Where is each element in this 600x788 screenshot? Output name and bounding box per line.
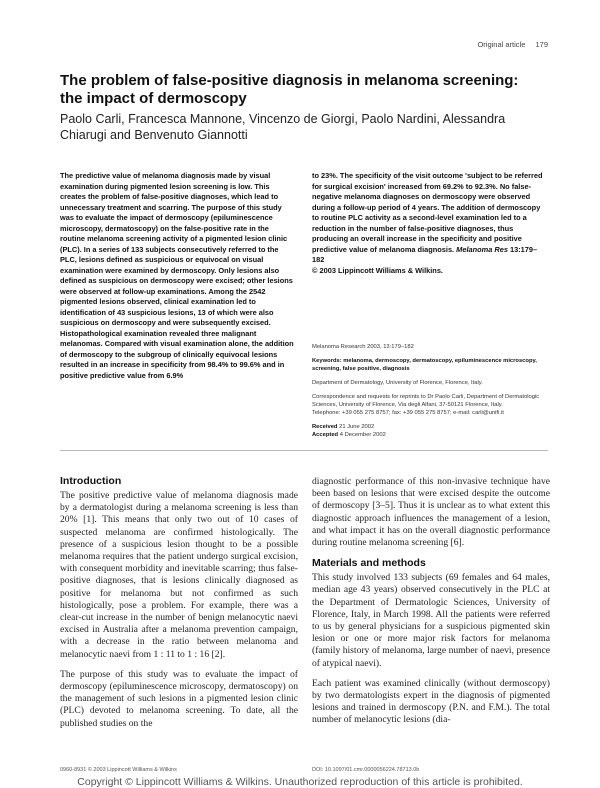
methods-heading: Materials and methods: [312, 557, 426, 570]
dates: [312, 423, 548, 439]
running-header: [477, 40, 548, 49]
journal-reference: Melanoma Research 2003, 13:179–182: [312, 344, 414, 350]
abstract-column-right: [312, 171, 544, 276]
introduction-paragraph-2: The purpose of this study was to evaluate the impact of dermoscopy (epiluminescence microscopy, dermatoscopy) on the management of such lesions in a pigmented lesion clinic (PLC) devoted to melanoma screening. To date, all the published studies on the: [60, 668, 298, 729]
accepted-date: 4 December 2002: [339, 432, 386, 438]
author-list: Paolo Carli, Francesca Mannone, Vincenzo de Giorgi, Paolo Nardini, Alessandra Chiarugi and Benvenuto Giannotti: [60, 112, 506, 142]
article-metadata: [312, 343, 548, 445]
abstract-copyright: © 2003 Lippincott Williams & Wilkins.: [312, 265, 443, 275]
abstract-column-left: The predictive value of melanoma diagnosis made by visual examination during pigmented lesion screening is low. This creates the problem of false-positive diagnoses, which lead to unnecessary treatment and scarring. The purpose of this study was to evaluate the impact of dermoscopy (epiluminescence microscopy, dermatoscopy) on the false-positive rate in the routine melanoma screening activity of a pigmented lesion clinic (PLC). In a series of 133 subjects consecutively referred to the PLC, lesions defined as suspicious or equivocal on visual examination were examined by dermoscopy. Only lesions also defined as suspicious on dermoscopy were excised; other lesions were observed at follow-up examinations. Among the 2542 pigmented lesions observed, clinical examination led to identification of 43 suspicious lesions, 13 of which were also suspicious on dermoscopy and were subsequently excised. Histopathological examination revealed three malignant melanomas. Compared with visual examination alone, the addition of dermoscopy to the subgroup of clinically equivocal lesions resulted in an increase in specificity from 98.4% to 99.6% and in positive predictive value from 6.9%: [60, 171, 294, 380]
introduction-paragraph-1: The positive predictive value of melanoma diagnosis made by a dermatologist during a melanoma screening is less than 20% [1]. This means that only two out of 10 cases of suspected melanoma are confirmed histologically. The presence of a suspicious lesion thought to be a possible melanoma requires that the patient undergo surgical excision, with consequent morbidity and inevitable scarring; thus false-positive diagnoses, that is lesions clinically diagnosed as positive for melanoma but not confirmed as such histologically, pose a problem. For example, there was a clear-cut increase in the number of benign melanocytic naevi excised in Australia after a melanoma prevention campaign, with a decrease in the ratio between melanoma and melanocytic naevi from 1 : 11 to 1 : 16 [2].: [60, 490, 298, 660]
section-label: Original article: [477, 40, 526, 49]
section-divider: [60, 450, 548, 451]
received-date: 21 June 2002: [339, 424, 375, 430]
citation-ref: 13:179–182: [312, 244, 538, 264]
keywords-text: melanoma, dermoscopy, dermatoscopy, epiluminescence microscopy, screening, false positive, diagnosis: [312, 358, 537, 372]
accepted-label: Accepted: [312, 432, 339, 438]
keywords-label: Keywords:: [312, 358, 342, 364]
introduction-heading: Introduction: [60, 475, 122, 487]
copyright-banner: Copyright © Lippincott Williams & Wilkins. Unauthorized reproduction of this article is prohibited.: [77, 776, 523, 788]
methods-paragraph-1: This study involved 133 subjects (69 females and 64 males, median age 43 years) observed consecutively in the PLC at the Department of Dermatologic Sciences, University of Florence, Italy, in March 1998. All the patients were referred to us by general physicians for a suspicious pigmented skin lesion or one or more major risk factors for melanoma (family history of melanoma, large number of naevi, presence of atypical naevi).: [312, 572, 550, 669]
methods-paragraph-2: Each patient was examined clinically (without dermoscopy) by two dermatologists expert in the diagnosis of pigmented lesions and trained in dermoscopy (P.N. and F.M.). The total number of melanocytic lesions (dia-: [312, 677, 550, 726]
footer-issn: 0960-8931 © 2003 Lippincott Williams & Wilkins: [60, 767, 177, 773]
department: Department of Dermatology, University of Florence, Florence, Italy.: [312, 380, 483, 386]
keywords: [312, 357, 548, 373]
citation-journal: Melanoma Res: [456, 244, 508, 254]
contact-telephone: Telephone: +39 055 275 8757; fax: +39 055 275 8757; e-mail: carli@unifi.it: [312, 410, 504, 416]
body-column-right: [312, 476, 550, 735]
article-title: The problem of false-positive diagnosis in melanoma screening: the impact of dermoscopy: [60, 72, 519, 107]
received-label: Received: [312, 424, 338, 430]
body-column-left: [60, 475, 298, 738]
correspondence-text: Correspondence and requests for reprints to Dr Paolo Carli, Department of Dermatologic Sciences, University of Florence, Via degli Alfani, 37-50121 Florence, Italy.: [312, 394, 540, 408]
page-number: 179: [535, 40, 548, 49]
correspondence: [312, 393, 548, 417]
footer-doi: DOI: 10.1097/01.cmr.0000056224.78713.0b: [312, 767, 420, 773]
introduction-continuation: diagnostic performance of this non-invasive technique have been based on lesions that were excised despite the outcome of dermoscopy [3–5]. Thus it is unclear as to what extent this diagnostic approach influences the management of a lesion, and what impact it has on the overall diagnostic performance during routine melanoma screening [6].: [312, 476, 550, 549]
abstract-right-text: to 23%. The specificity of the visit outcome 'subject to be referred for surgical excision' increased from 69.2% to 92.3%. No false-negative melanoma diagnoses on dermoscopy were observed during a follow-up period of 4 years. The addition of dermoscopy to routine PLC activity as a second-level examination led to a reduction in the number of false-positive diagnoses, thus producing an overall increase in the specificity and positive predictive value of melanoma diagnosis.: [312, 171, 543, 254]
